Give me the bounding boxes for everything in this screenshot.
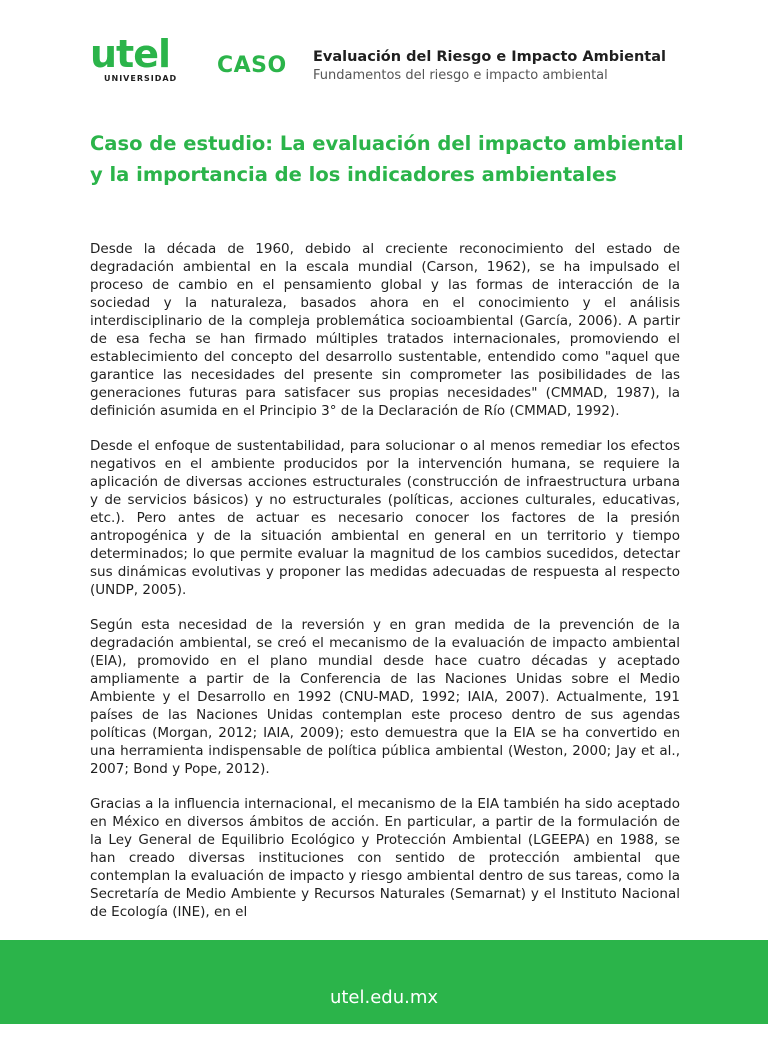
body-paragraph: Desde la década de 1960, debido al creciente reconocimiento del estado de degradación ambiental en la escala mundial (Carson, 1962), se ha impulsado el proceso de cambio en el pensamiento global y las formas de interacción de la sociedad y la naturaleza, basados ahora en el conocimiento y el análisis interdisciplinario de la compleja problemática socioambiental (García, 2006). A partir de esa fecha se han firmado múltiples tratados internacionales, promoviendo el establecimiento del concepto del desarrollo sustentable, entendido como "aquel que garantice las necesidades del presente sin comprometer las posibilidades de las generaciones futuras para satisfacer sus propias necesidades" (CMMAD, 1987), la definición asumida en el Principio 3° de la Declaración de Río (CMMAD, 1992). <box>90 241 680 419</box>
case-study-title: Caso de estudio: La evaluación del impacto ambiental y la importancia de los indicadores ambientales <box>90 132 684 186</box>
footer-url-link[interactable]: utel.edu.mx <box>329 987 439 1008</box>
page-footer <box>0 940 768 1024</box>
document-body <box>90 240 680 938</box>
document-kind-label: CASO <box>217 53 287 78</box>
body-paragraph: Según esta necesidad de la reversión y en gran medida de la prevención de la degradación ambiental, se creó el mecanismo de la evaluación de impacto ambiental (EIA), promovido en el plano mundial desde hace cuatro décadas y aceptado ampliamente a partir de la Conferencia de las Naciones Unidas sobre el Medio Ambiente y el Desarrollo en 1992 (CNU-MAD, 1992; IAIA, 2007). Actualmente, 191 países de las Naciones Unidas contemplan este proceso dentro de sus agendas políticas (Morgan, 2012; IAIA, 2009); esto demuestra que la EIA se ha convertido en una herramienta indispensable de política pública ambiental (Weston, 2000; Jay et al., 2007; Bond y Pope, 2012). <box>90 617 680 777</box>
body-paragraph: Gracias a la influencia internacional, el mecanismo de la EIA también ha sido aceptado en México en diversos ámbitos de acción. En particular, a partir de la formulación de la Ley General de Equilibrio Ecológico y Protección Ambiental (LGEEPA) en 1988, se han creado diversas instituciones con sentido de protección ambiental que contemplan la evaluación de impacto y riesgo ambiental dentro de sus tareas, como la Secretaría de Medio Ambiente y Recursos Naturales (Semarnat) y el Instituto Nacional de Ecología (INE), en el <box>90 796 680 920</box>
logo-subtitle: UNIVERSIDAD <box>104 74 178 83</box>
course-subtitle: Fundamentos del riesgo e impacto ambiental <box>313 68 608 83</box>
page-header <box>90 32 690 98</box>
logo-wordmark: utel <box>90 32 171 76</box>
body-paragraph: Desde el enfoque de sustentabilidad, para solucionar o al menos remediar los efectos negativos en el ambiente producidos por la intervención humana, se requiere la aplicación de diversas acciones estructurales (construcción de infraestructura urbana y de servicios básicos) y no estructurales (políticas, acciones culturales, educativas, etc.). Pero antes de actuar es necesario conocer los factores de la presión antropogénica y de la situación ambiental en general en un territorio y tiempo determinados; lo que permite evaluar la magnitud de los cambios sucedidos, detectar sus dinámicas evolutivas y proponer las medidas adecuadas de respuesta al respecto (UNDP, 2005). <box>90 438 680 598</box>
utel-logo <box>90 32 202 86</box>
course-title: Evaluación del Riesgo e Impacto Ambiental <box>313 49 666 65</box>
